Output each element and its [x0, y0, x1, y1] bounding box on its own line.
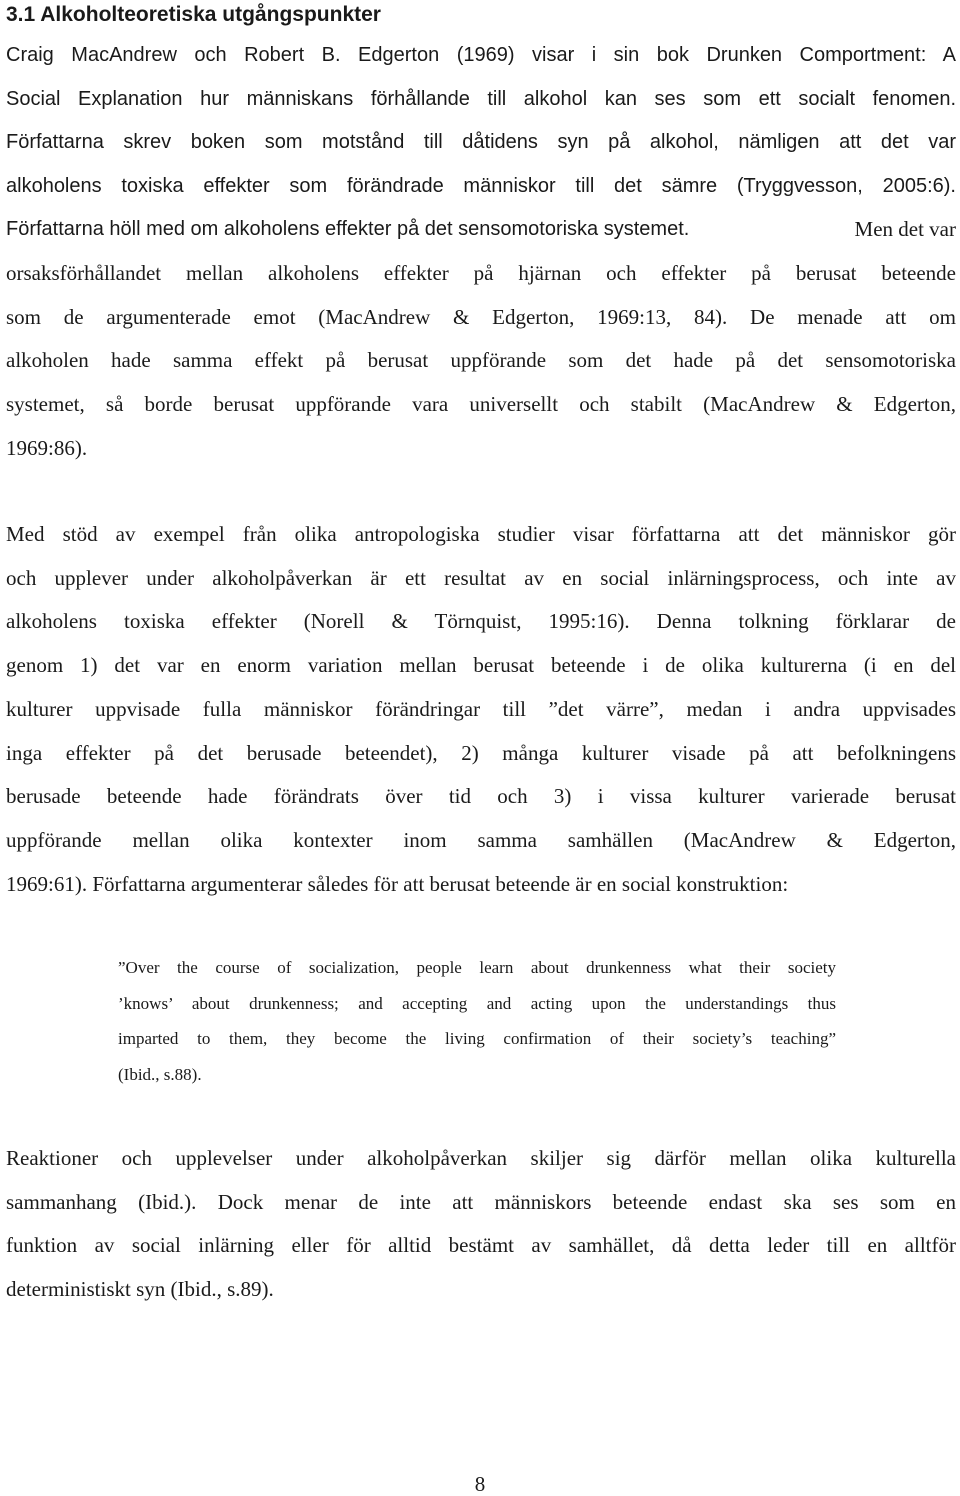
paragraph-2	[6, 513, 956, 906]
text-line: berusade beteende hade förändrats över tid och 3) i vissa kulturer varierade berusat	[6, 784, 956, 809]
text-line: funktion av social inlärning eller för alltid bestämt av samhället, då detta leder till en alltför	[6, 1233, 956, 1258]
text-line: som de argumenterade emot (MacAndrew & Edgerton, 1969:13, 84). De menade att om	[6, 304, 956, 329]
text-line: kulturer uppvisade fulla människor förändringar till ”det värre”, medan i andra uppvisades	[6, 696, 956, 721]
text-line: uppförande mellan olika kontexter inom samma samhällen (MacAndrew & Edgerton,	[6, 827, 956, 852]
mixed-line	[6, 208, 956, 252]
text-line: 1969:61). Författarna argumenterar således för att berusat beteende är en social konstruktion:	[6, 871, 789, 896]
quote-line: (Ibid., s.88).	[118, 1064, 202, 1084]
paragraph-1-serif	[6, 252, 956, 471]
text-line: Reaktioner och upplevelser under alkoholpåverkan skiljer sig därför mellan olika kulturella	[6, 1146, 956, 1170]
page-number: 8	[474, 1472, 486, 1496]
text-line: inga effekter på det berusade beteendet), 2) många kulturer visade på att befolkningens	[6, 740, 956, 765]
quote-line: imparted to them, they become the living confirmation of their society’s teaching”	[118, 1029, 836, 1048]
text-line: 1969:86).	[6, 435, 88, 460]
block-quote	[118, 950, 836, 1092]
text-line: systemet, så borde berusat uppförande vara universellt och stabilt (MacAndrew & Edgerton,	[6, 392, 956, 417]
quote-line: ’knows’ about drunkenness; and accepting and acting upon the understandings thus	[118, 993, 836, 1013]
text-segment: Men det var	[854, 217, 956, 242]
text-line: alkoholen hade samma effekt på berusat uppförande som det hade på det sensomotoriska	[6, 348, 956, 373]
text-line: Social Explanation hur människans förhållande till alkohol kan ses som ett socialt fenomen.	[6, 87, 956, 110]
text-line: deterministiskt syn (Ibid., s.89).	[6, 1277, 274, 1302]
quote-line: ”Over the course of socialization, people learn about drunkenness what their society	[118, 958, 836, 977]
text-line: orsaksförhållandet mellan alkoholens effekter på hjärnan och effekter på berusat beteende	[6, 261, 956, 285]
paragraph-1-sans	[6, 34, 956, 252]
section-heading: 3.1 Alkoholteoretiska utgångspunkter	[6, 3, 381, 26]
text-line: Författarna skrev boken som motstånd till dåtidens syn på alkohol, nämligen att det var	[6, 131, 956, 154]
text-segment: Författarna höll med om alkoholens effekter på det sensomotoriska systemet.	[6, 218, 690, 241]
text-line: Med stöd av exempel från olika antropologiska studier visar författarna att det människor gör	[6, 522, 956, 546]
text-line: genom 1) det var en enorm variation mellan berusat beteende i de olika kulturerna (i en del	[6, 653, 956, 678]
text-line: och upplever under alkoholpåverkan är ett resultat av en social inlärningsprocess, och inte av	[6, 565, 956, 590]
text-line: sammanhang (Ibid.). Dock menar de inte att människors beteende endast ska ses som en	[6, 1189, 956, 1214]
text-line: Craig MacAndrew och Robert B. Edgerton (1969) visar i sin bok Drunken Comportment: A	[6, 44, 956, 66]
text-line: alkoholens toxiska effekter som förändrade människor till det sämre (Tryggvesson, 2005:6).	[6, 174, 956, 197]
paragraph-3	[6, 1137, 956, 1312]
text-line: alkoholens toxiska effekter (Norell & Törnquist, 1995:16). Denna tolkning förklarar de	[6, 609, 956, 634]
